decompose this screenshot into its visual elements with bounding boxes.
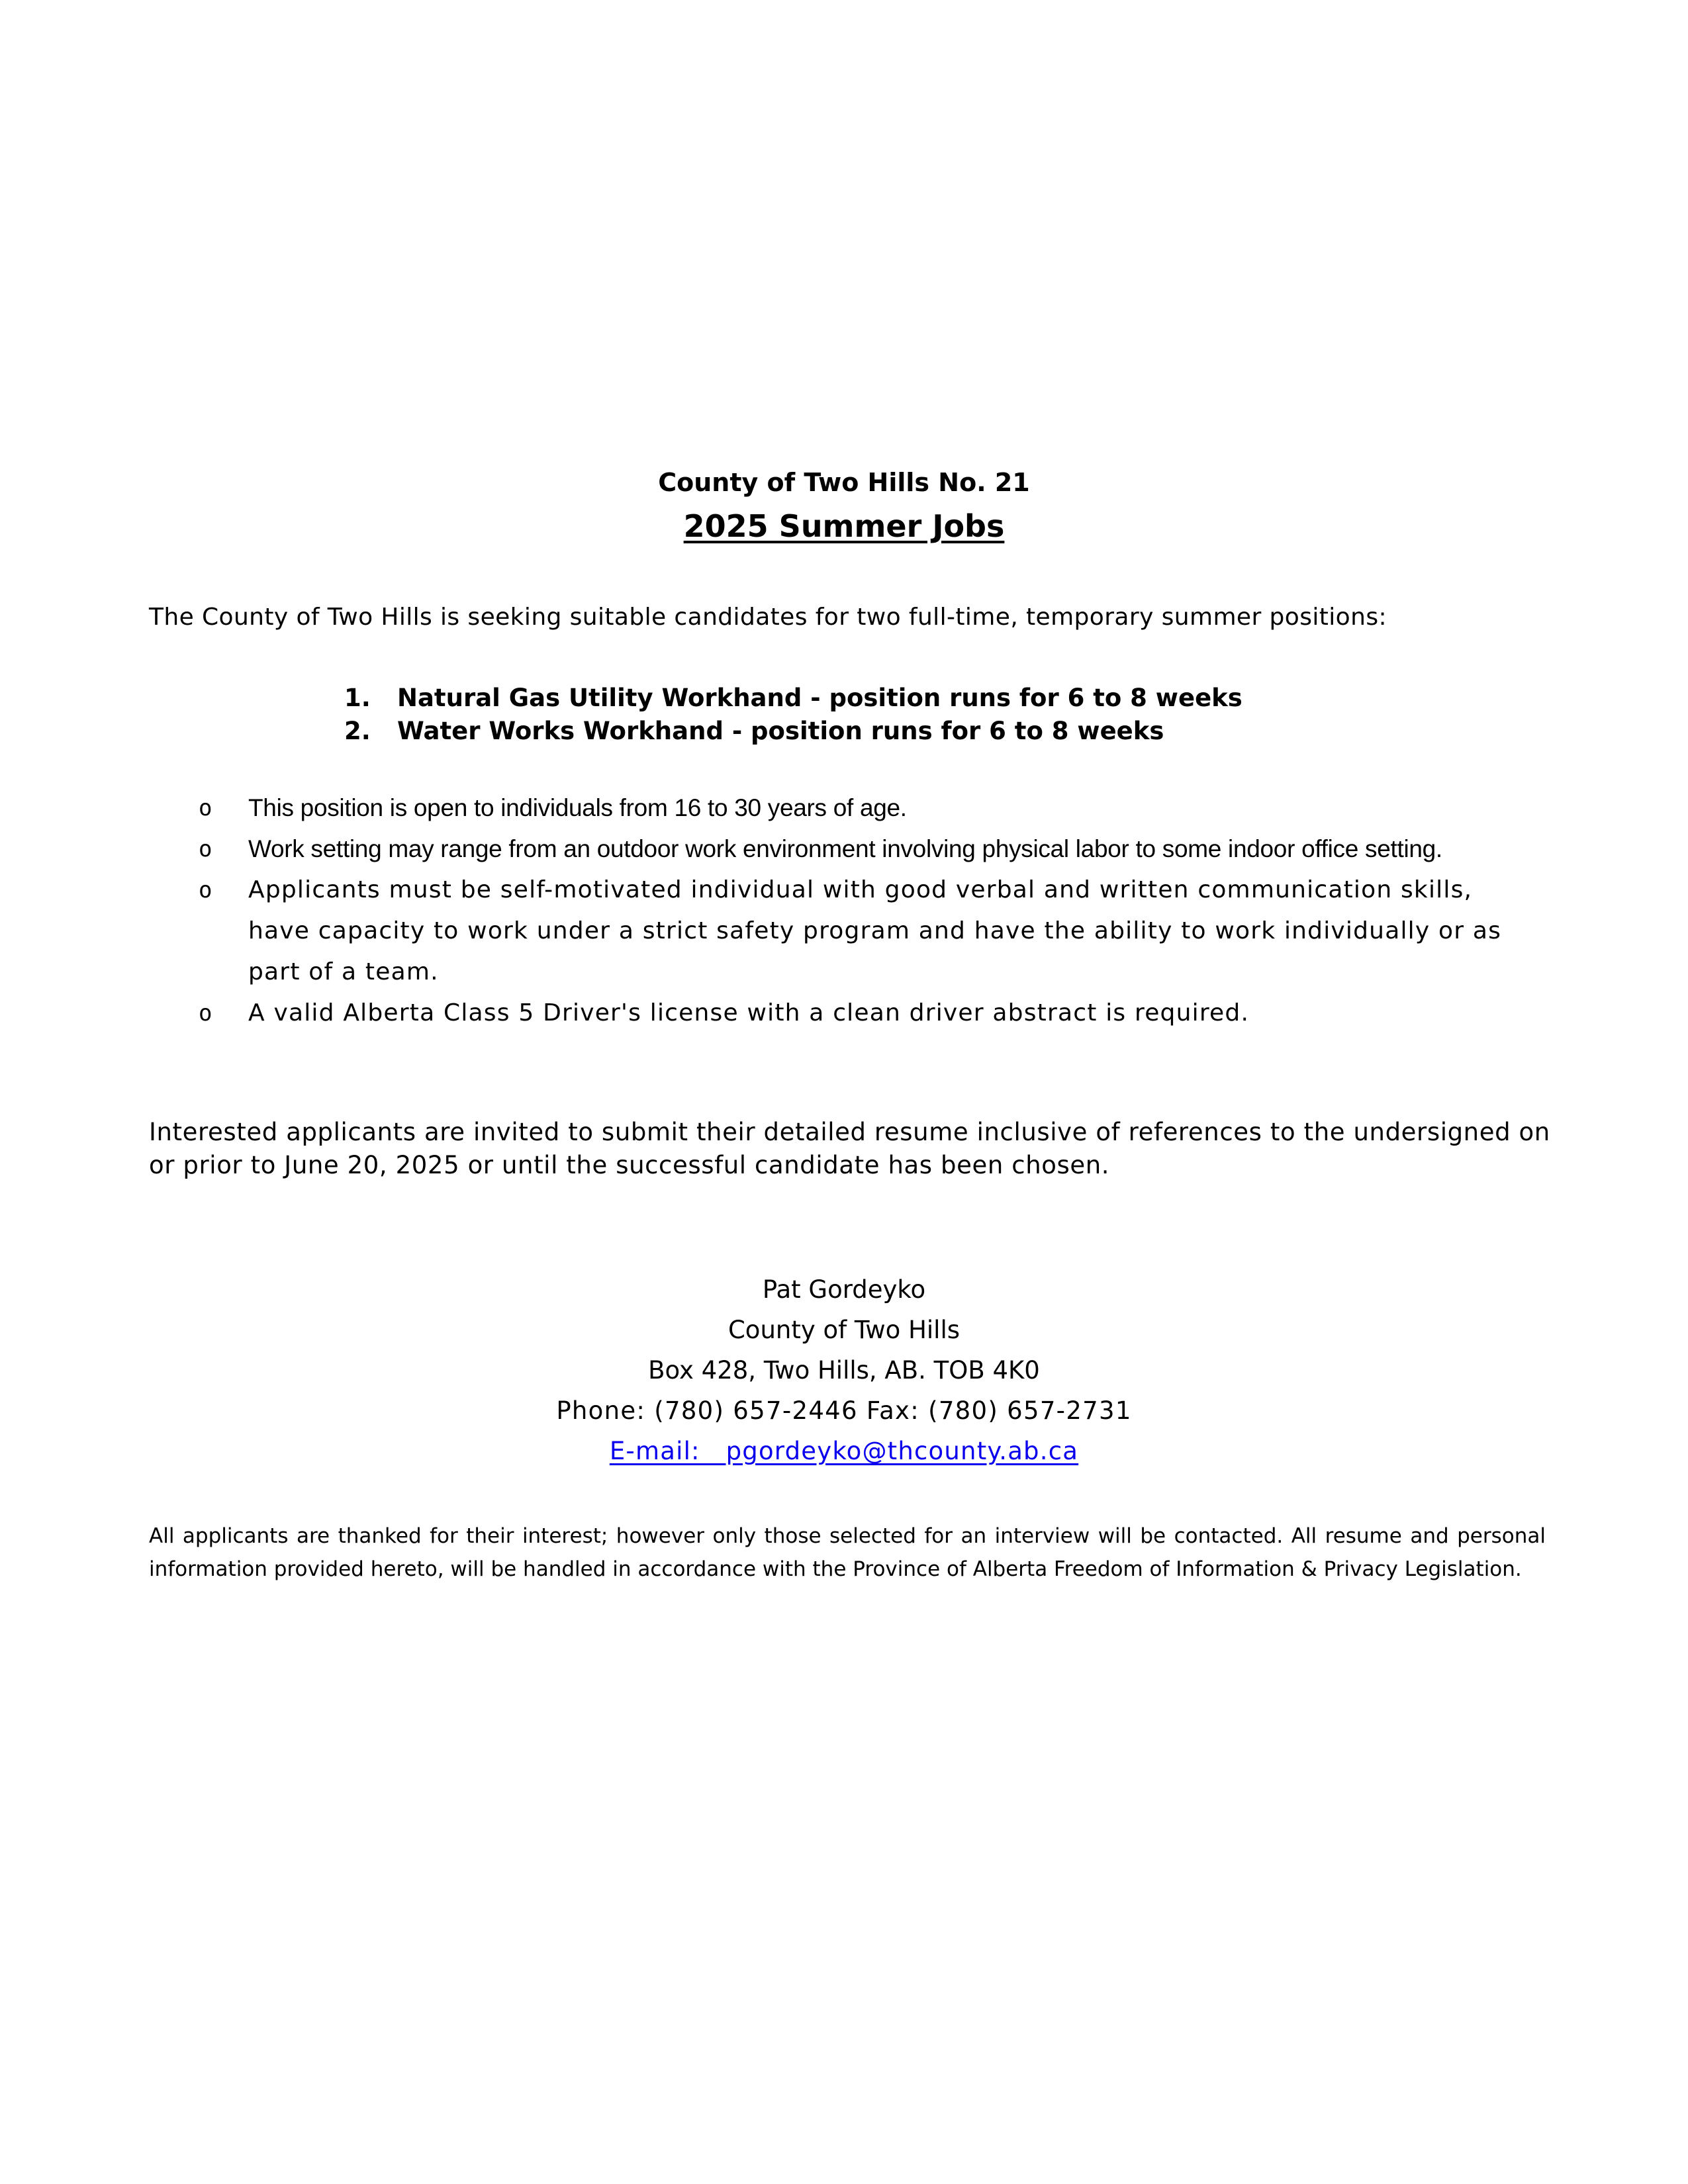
position-text: Natural Gas Utility Workhand - position runs for 6 to 8 weeks — [397, 684, 1243, 712]
requirement-item — [192, 788, 1523, 829]
requirement-item — [192, 829, 1523, 870]
requirement-item — [192, 870, 1523, 993]
contact-email-link[interactable]: E-mail: pgordeyko@thcounty.ab.ca — [609, 1437, 1079, 1465]
contact-name: Pat Gordeyko — [762, 1275, 926, 1304]
intro-paragraph: The County of Two Hills is seeking suitable candidates for two full-time, temporary summer positions: — [149, 604, 1387, 631]
requirement-text: This position is open to individuals from 16 to 30 years of age. — [248, 794, 907, 821]
requirements-list — [192, 788, 1523, 1034]
organization-title: County of Two Hills No. 21 — [658, 468, 1030, 497]
document-title: 2025 Summer Jobs — [683, 508, 1005, 544]
requirement-item — [192, 993, 1523, 1034]
positions-list — [344, 682, 1243, 748]
contact-address: Box 428, Two Hills, AB. TOB 4K0 — [648, 1356, 1040, 1385]
bullet-marker-icon: o — [199, 877, 213, 903]
position-item — [344, 682, 1243, 715]
requirement-text: Applicants must be self-motivated individual with good verbal and written communication skills, have capacity to work under a strict safety program and have the ability to work individually or as part of a team. — [248, 876, 1502, 985]
bullet-marker-icon: o — [199, 836, 212, 862]
bullet-marker-icon: o — [199, 1000, 213, 1026]
requirement-text: Work setting may range from an outdoor work environment involving physical labor to some indoor office setting. — [248, 835, 1442, 862]
position-text: Water Works Workhand - position runs for 6 to 8 weeks — [397, 717, 1164, 745]
contact-organization: County of Two Hills — [727, 1316, 961, 1344]
footnote-paragraph: All applicants are thanked for their interest; however only those selected for an interview will be contacted. All resume and personal information provided hereto, will be handled in accordance with the Province of Alberta Freedom of Information & Privacy Legislation. — [149, 1524, 1546, 1581]
contact-phone-fax: Phone: (780) 657-2446 Fax: (780) 657-2731 — [556, 1396, 1132, 1425]
contact-block — [0, 1269, 1688, 1471]
bullet-marker-icon: o — [199, 795, 212, 821]
position-number: 2. — [344, 717, 371, 745]
requirement-text: A valid Alberta Class 5 Driver's license with a clean driver abstract is required. — [248, 999, 1250, 1026]
position-number: 1. — [344, 684, 371, 712]
closing-paragraph: Interested applicants are invited to submit their detailed resume inclusive of references to the undersigned on or prior to June 20, 2025 or until the successful candidate has been chosen. — [149, 1118, 1550, 1179]
position-item — [344, 715, 1243, 748]
